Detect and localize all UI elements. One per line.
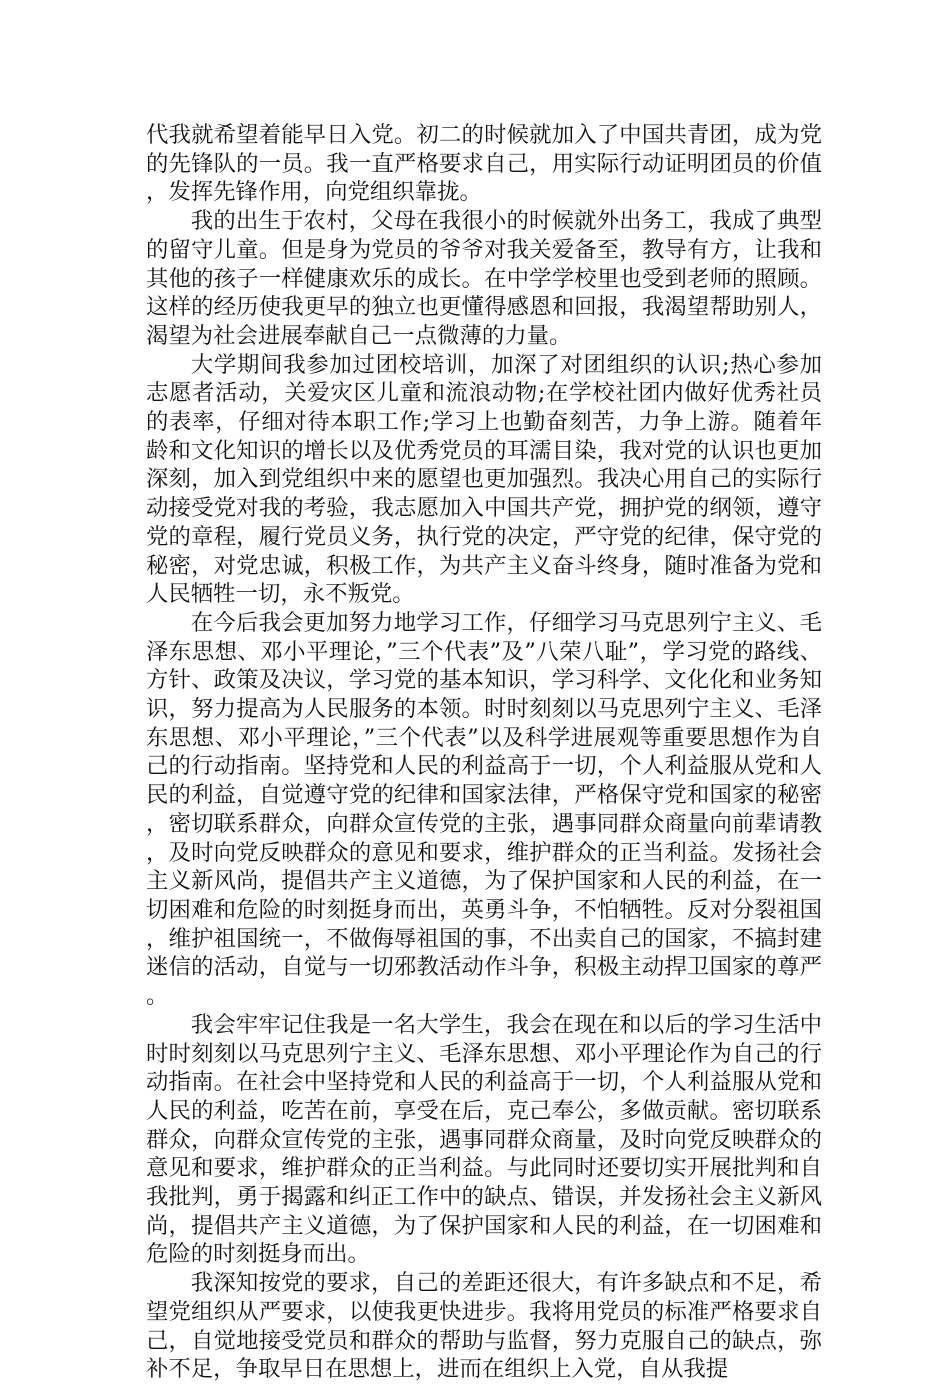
paragraph-2: 我的出生于农村，父母在我很小的时候就外出务工，我成了典型的留守儿童。但是身为党员的爷爷对我关爱备至，教导有方，让我和其他的孩子一样健康欢乐的成长。在中学学校里也受到老师的照顾。这样的经历使我更早的独立也更懂得感恩和回报，我渴望帮助别人，渴望为社会进展奉献自己一点微薄的力量。 (146, 208, 822, 349)
paragraph-4: 在今后我会更加努力地学习工作，仔细学习马克思列宁主义、毛泽东思想、邓小平理论，”三个代表”及”八荣八耻”，学习党的路线、方针、政策及决议，学习党的基本知识，学习科学、文化化和业务知识，努力提高为人民服务的本领。时时刻刻以马克思列宁主义、毛泽东思想、邓小平理论，”三个代表”以及科学进展观等重要思想作为自己的行动指南。坚持党和人民的利益高于一切，个人利益服从党和人民的利益，自觉遵守党的纪律和国家法律，严格保守党和国家的秘密，密切联系群众，向群众宣传党的主张，遇事同群众商量向前辈请教，及时向党反映群众的意见和要求，维护群众的正当利益。发扬社会主义新风尚，提倡共产主义道德，为了保护国家和人民的利益，在一切困难和危险的时刻挺身而出，英勇斗争，不怕牺牲。反对分裂祖国，维护祖国统一，不做侮辱祖国的事，不出卖自己的国家，不搞封建迷信的活动，自觉与一切邪教活动作斗争，积极主动捍卫国家的尊严。 (146, 609, 822, 1010)
document-page (146, 121, 822, 1384)
paragraph-1: 代我就希望着能早日入党。初二的时候就加入了中国共青团，成为党的先锋队的一员。我一直严格要求自己，用实际行动证明团员的价值，发挥先锋作用，向党组织靠拢。 (146, 122, 822, 206)
paragraph-6: 我深知按党的要求，自己的差距还很大，有许多缺点和不足，希望党组织从严要求，以使我更快进步。我将用党员的标准严格要求自己，自觉地接受党员和群众的帮助与监督，努力克服自己的缺点，弥补不足，争取早日在思想上，进而在组织上入党，自从我提 (146, 1270, 822, 1383)
paragraph-3: 大学期间我参加过团校培训，加深了对团组织的认识;热心参加志愿者活动，关爱灾区儿童和流浪动物;在学校社团内做好优秀社员的表率，仔细对待本职工作;学习上也勤奋刻苦，力争上游。随着年龄和文化知识的增长以及优秀党员的耳濡目染，我对党的认识也更加深刻，加入到党组织中来的愿望也更加强烈。我决心用自己的实际行动接受党对我的考验，我志愿加入中国共产党，拥护党的纲领，遵守党的章程，履行党员义务，执行党的决定，严守党的纪律，保守党的秘密，对党忠诚，积极工作，为共产主义奋斗终身，随时准备为党和人民牺牲一切，永不叛党。 (146, 351, 822, 608)
paragraph-5: 我会牢牢记住我是一名大学生，我会在现在和以后的学习生活中时时刻刻以马克思列宁主义、毛泽东思想、邓小平理论作为自己的行动指南。在社会中坚持党和人民的利益高于一切，个人利益服从党和人民的利益，吃苦在前，享受在后，克己奉公，多做贡献。密切联系群众，向群众宣传党的主张，遇事同群众商量，及时向党反映群众的意见和要求，维护群众的正当利益。与此同时还要切实开展批判和自我批判，勇于揭露和纠正工作中的缺点、错误，并发扬社会主义新风尚，提倡共产主义道德，为了保护国家和人民的利益，在一切困难和危险的时刻挺身而出。 (146, 1011, 822, 1268)
